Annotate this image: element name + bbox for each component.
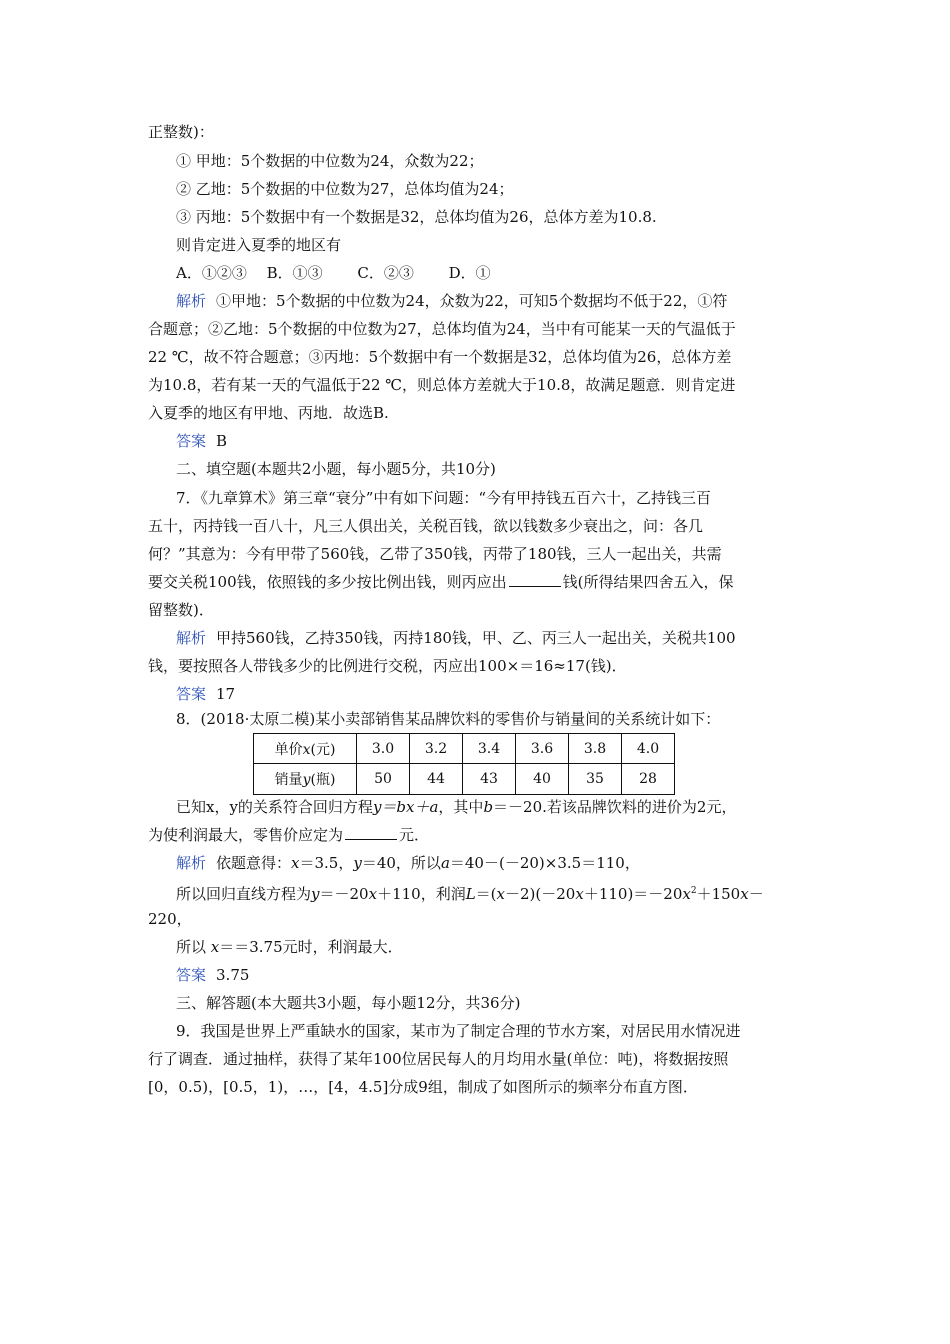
solution-text: 甲持560钱，乙持350钱，丙持180钱，甲、乙、丙三人一起出关，关税共100 [216,629,736,647]
table-row [254,764,675,795]
question-7-line: 五十，丙持钱一百八十，凡三人俱出关，关税百钱，欲以钱数多少衰出之，问：各几 [148,517,704,535]
solution-line [176,290,727,312]
answer-line [176,683,235,705]
solution-line: 入夏季的地区有甲地、丙地．故选B. [148,404,389,422]
answer-value: B [216,432,228,450]
text-segment: 已知x，y的关系符合回归方程 [176,798,373,816]
answer-blank [345,825,397,840]
header-var: y [302,772,311,788]
solution-line: 为10.8，若有某一天的气温低于22 ℃，则总体方差就大于10.8，故满足题意．则肯定进 [148,376,736,394]
question-9-line: 9．我国是世界上严重缺水的国家，某市为了制定合理的节水方案，对居民用水情况进 [176,1022,741,1040]
solution-line [176,936,403,958]
question-8-line [148,824,429,846]
question-8-line [176,796,736,818]
question-7-line: 7．《九章算术》第三章“衰分”中有如下问题：“今有甲持钱五百六十，乙持钱三百 [176,489,712,507]
answer-value: 3.75 [216,966,250,984]
header-text: 销量 [274,772,303,788]
text-segment: －2)(－20 [505,885,576,903]
table-cell: 43 [463,764,516,795]
daan-label: 答案 [176,966,207,984]
text-segment: ＝40－(－20)×3.5＝110， [449,854,640,872]
question-8-line: 8．(2018·太原二模)某小卖部销售某品牌饮料的零售价与销量间的关系统计如下： [176,710,721,728]
math-segment: y＝bx＋a [372,798,439,816]
math-segment: x [291,854,300,872]
answer-line [176,430,227,452]
section-heading: 二、填空题(本题共2小题，每小题5分，共10分) [176,460,496,478]
table-cell: 3.0 [357,734,410,764]
header-unit: (瓶) [310,772,336,788]
question-9-line: [0，0.5)，[0.5，1)，…，[4，4.5]分成9组，制成了如图所示的频率分布直方图． [148,1078,698,1096]
table-cell: 35 [569,764,622,795]
text-segment: 元． [399,826,430,844]
choices: A．①②③ B．①③ C．②③ D．① [176,264,491,282]
table-row [254,734,675,764]
math-segment: x [740,885,749,903]
table-cell: 50 [357,764,410,795]
header-unit: (元) [310,741,336,758]
math-segment: x [682,885,691,903]
text-segment: 要交关税100钱，依照钱的多少按比例出钱，则丙应出 [148,573,507,591]
text-segment: － [748,885,764,903]
option-2: ② 乙地：5个数据的中位数为27，总体均值为24； [176,180,514,198]
text-segment: 所以 [176,938,211,956]
text-segment: ＝3.5， [299,854,354,872]
math-segment: y [311,885,320,903]
text-segment: ＝40，所以 [361,854,441,872]
table-header-cell [254,734,357,764]
superscript: 2 [690,886,697,896]
daan-label: 答案 [176,432,207,450]
text-segment: ＝－20.若该品牌饮料的进价为2元， [493,798,737,816]
price-sales-table [253,733,675,795]
text-segment: ＝＝3.75元时，利润最大． [219,938,403,956]
answer-blank [509,572,561,587]
solution-line [176,852,640,874]
solution-line: 钱，要按照各人带钱多少的比例进行交税，丙应出100×＝16≈17(钱)． [148,657,627,675]
text-segment: 为使利润最大，零售价应定为 [148,826,344,844]
table-cell: 3.2 [410,734,463,764]
jiexi-label: 解析 [176,629,207,647]
table-cell: 3.4 [463,734,516,764]
answer-value: 17 [216,685,236,703]
table-cell: 28 [622,764,675,795]
text-segment: 所以回归直线方程为 [176,885,312,903]
math-segment: y [353,854,362,872]
text-segment: ＝( [475,885,497,903]
question-9-line: 行了调查．通过抽样，获得了某年100位居民每人的月均用水量(单位：吨)，将数据按照 [148,1050,729,1068]
daan-label: 答案 [176,685,207,703]
solution-line [176,627,736,649]
math-segment: a [440,854,450,872]
solution-line: 220， [148,910,192,928]
text-segment: ＋110)＝－20 [583,885,683,903]
text-segment: ＋110，利润 [377,885,466,903]
option-1: ① 甲地：5个数据的中位数为24，众数为22； [176,152,484,170]
math-segment: x [368,885,378,903]
math-segment: x [210,938,220,956]
table-cell: 4.0 [622,734,675,764]
header-var: x [302,741,311,758]
table-cell: 3.8 [569,734,622,764]
question-stem: 则肯定进入夏季的地区有 [176,236,342,254]
question-7-line: 留整数)． [148,601,214,619]
question-7-line: 何？”其意为：今有甲带了560钱，乙带了350钱，丙带了180钱，三人一起出关，共需 [148,545,722,563]
math-segment: b [483,798,494,816]
header-text: 单价 [274,741,303,758]
option-3: ③ 丙地：5个数据中有一个数据是32，总体均值为26，总体方差为10.8. [176,208,657,226]
question-7-line [148,571,734,593]
math-segment: x [496,885,505,903]
text-segment: 钱(所得结果四舍五入，保 [562,573,734,591]
text-segment: ＝－20 [319,885,369,903]
text-segment: ，其中 [438,798,484,816]
table-cell: 44 [410,764,463,795]
math-segment: L [465,885,476,903]
solution-line: 22 ℃，故不符合题意；③丙地：5个数据中有一个数据是32，总体均值为26，总体方差 [148,348,732,366]
solution-line [176,880,764,905]
text-segment: 依题意得： [216,854,292,872]
solution-line: 合题意；②乙地：5个数据的中位数为27，总体均值为24，当中有可能某一天的气温低于 [148,320,736,338]
section-heading: 三、解答题(本大题共3小题，每小题12分，共36分) [176,994,521,1012]
table-cell: 40 [516,764,569,795]
table-header-cell [254,764,357,795]
text-line: 正整数)： [148,123,214,141]
text-segment: ＋150 [696,885,741,903]
math-segment: x [575,885,584,903]
jiexi-label: 解析 [176,292,207,310]
solution-text: ①甲地：5个数据的中位数为24，众数为22，可知5个数据均不低于22，①符 [216,292,728,310]
table-cell: 3.6 [516,734,569,764]
answer-line [176,964,249,986]
jiexi-label: 解析 [176,854,207,872]
